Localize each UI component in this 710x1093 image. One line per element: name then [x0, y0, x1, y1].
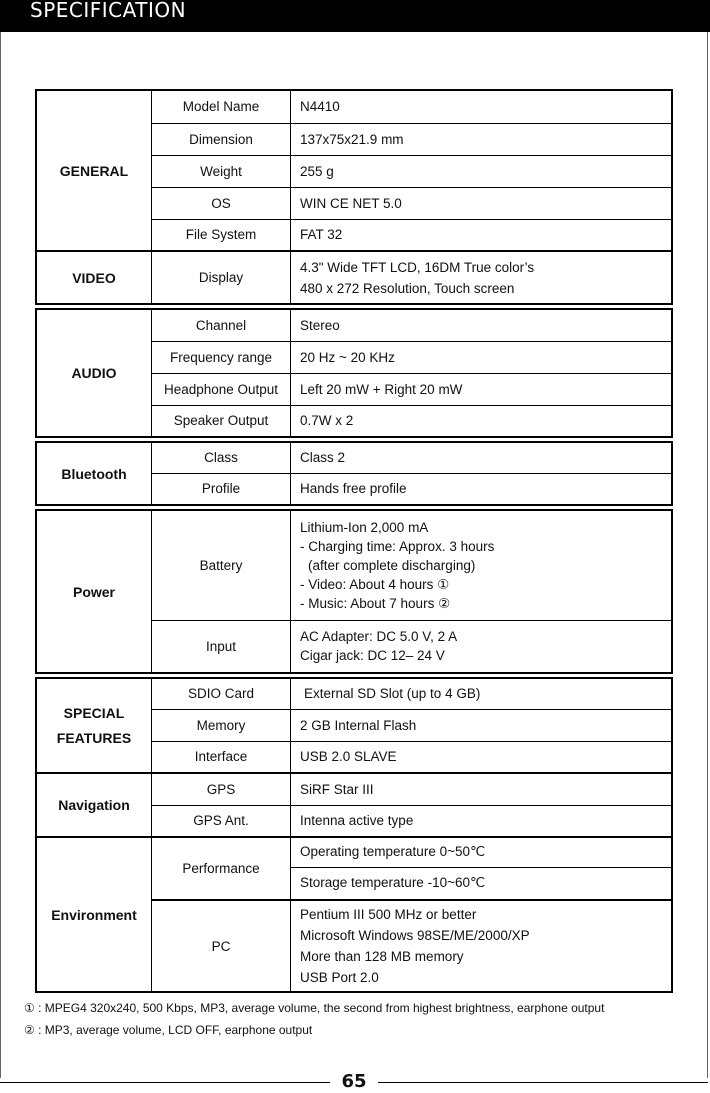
spec-value: Storage temperature -10~60℃ — [291, 867, 673, 900]
spec-key: Performance — [152, 837, 291, 900]
value-line: - Charging time: Approx. 3 hours — [300, 538, 495, 554]
spec-value — [291, 251, 673, 304]
value-line: More than 128 MB memory — [300, 949, 464, 964]
page-title: SPECIFICATION — [30, 0, 187, 22]
spec-key: GPS — [152, 773, 291, 805]
spec-key: Weight — [152, 155, 291, 187]
spec-value: 20 Hz ~ 20 KHz — [291, 341, 673, 373]
table-row — [36, 678, 672, 709]
spec-value: N4410 — [291, 90, 673, 123]
value-line: - Video: About 4 hours ① — [300, 576, 450, 592]
value-line: USB Port 2.0 — [300, 970, 379, 985]
spec-value: Intenna active type — [291, 805, 673, 837]
spec-key: Speaker Output — [152, 405, 291, 437]
category-navigation: Navigation — [36, 773, 152, 837]
spec-key: GPS Ant. — [152, 805, 291, 837]
spec-value: SiRF Star III — [291, 773, 673, 805]
spec-key: Dimension — [152, 123, 291, 155]
table-row — [36, 90, 672, 123]
value-line: - Music: About 7 hours ② — [300, 595, 451, 611]
value-line: (after complete discharging) — [308, 557, 476, 573]
spec-value: Operating temperature 0~50℃ — [291, 837, 673, 867]
spec-value: 2 GB Internal Flash — [291, 709, 673, 741]
spec-table — [35, 89, 673, 993]
page-number: 65 — [330, 1071, 378, 1093]
category-line: FEATURES — [56, 729, 132, 746]
value-line: 4.3" Wide TFT LCD, 16DM True color’s — [300, 259, 535, 275]
value-line: Lithium-Ion 2,000 mA — [300, 519, 429, 535]
spec-value — [291, 678, 673, 709]
category-general: GENERAL — [36, 90, 152, 251]
value-text: External SD Slot (up to 4 GB) — [304, 686, 481, 702]
category-bluetooth: Bluetooth — [36, 442, 152, 505]
spec-key: Interface — [152, 741, 291, 773]
spec-key: Class — [152, 442, 291, 473]
spec-value: Left 20 mW + Right 20 mW — [291, 373, 673, 405]
spec-value: Class 2 — [291, 442, 673, 473]
value-line: Pentium III 500 MHz or better — [300, 907, 477, 922]
footnote-1: ① : MPEG4 320x240, 500 Kbps, MP3, average volume, the second from highest brightness, earphone output — [24, 1001, 605, 1015]
table-row — [36, 773, 672, 805]
spec-key: File System — [152, 219, 291, 251]
table-row — [36, 251, 672, 304]
spec-key: Frequency range — [152, 341, 291, 373]
spec-key: Memory — [152, 709, 291, 741]
footnotes — [24, 997, 604, 1041]
spec-key: Display — [152, 251, 291, 304]
spec-key: Model Name — [152, 90, 291, 123]
spec-key: Profile — [152, 473, 291, 505]
category-special-features — [36, 678, 152, 773]
value-line: 480 x 272 Resolution, Touch screen — [300, 280, 515, 296]
table-row — [36, 510, 672, 620]
spec-key: Input — [152, 620, 291, 673]
spec-key: OS — [152, 187, 291, 219]
spec-key: PC — [152, 900, 291, 992]
spec-value: Hands free profile — [291, 473, 673, 505]
spec-value: FAT 32 — [291, 219, 673, 251]
category-environment: Environment — [36, 837, 152, 992]
header-bar — [0, 0, 710, 32]
table-row — [36, 309, 672, 341]
spec-key: Headphone Output — [152, 373, 291, 405]
spec-value: 255 g — [291, 155, 673, 187]
spec-key: Channel — [152, 309, 291, 341]
spec-value — [291, 510, 673, 620]
spec-value: USB 2.0 SLAVE — [291, 741, 673, 773]
value-line: Cigar jack: DC 12– 24 V — [300, 648, 445, 664]
spec-value: WIN CE NET 5.0 — [291, 187, 673, 219]
category-video: VIDEO — [36, 251, 152, 304]
footnote-2: ② : MP3, average volume, LCD OFF, earphone output — [24, 1023, 313, 1037]
table-row — [36, 837, 672, 867]
category-audio: AUDIO — [36, 309, 152, 437]
spec-value: 0.7W x 2 — [291, 405, 673, 437]
value-line: AC Adapter: DC 5.0 V, 2 A — [300, 629, 458, 645]
category-line: SPECIAL — [63, 704, 125, 721]
spec-value — [291, 620, 673, 673]
value-line: Microsoft Windows 98SE/ME/2000/XP — [300, 928, 530, 943]
spec-value — [291, 900, 673, 992]
spec-key: Battery — [152, 510, 291, 620]
category-power: Power — [36, 510, 152, 673]
spec-key: SDIO Card — [152, 678, 291, 709]
spec-value: 137x75x21.9 mm — [291, 123, 673, 155]
spec-value: Stereo — [291, 309, 673, 341]
table-row — [36, 442, 672, 473]
